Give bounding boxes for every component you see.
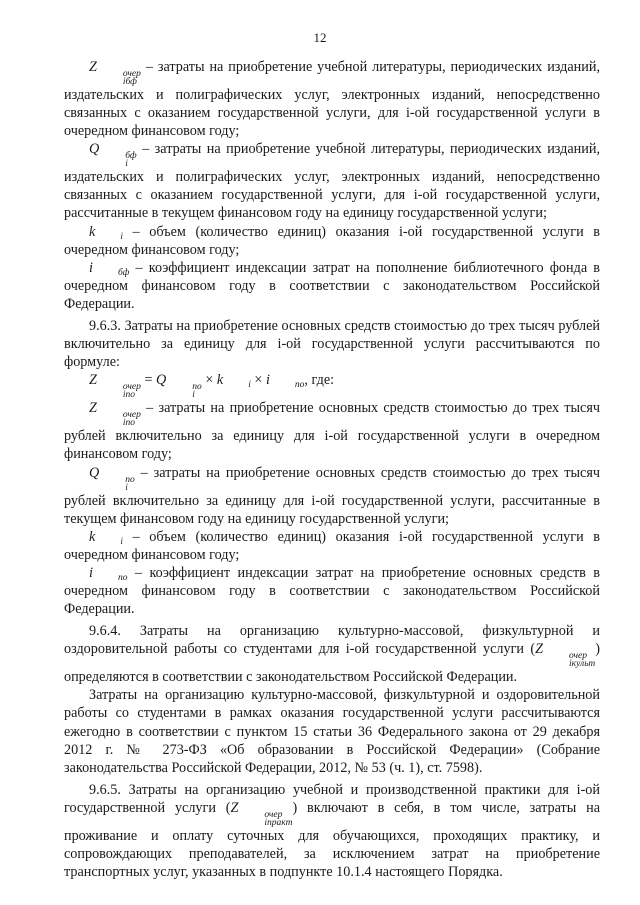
section-9-6-4: 9.6.4. Затраты на организацию культурно-массовой, физкультурной и оздоровительной работы со студентами для i-ой государственной услуги (Z очер iкульт ) определяются в соответствии с законодательством Российской Федерации. bbox=[64, 623, 600, 686]
section-9-6-5: 9.6.5. Затраты на организацию учебной и производственной практики для i-ой государственной услуги (Z очер iпракт ) включают в себя, в том числе, затраты на проживание и оплату суточных для обучающихся, проходящих практику, и сопровождающих преподавателей, за исключением затрат на приобретение транспортных услуг, указанных в подпункте 10.1.4 настоящего Порядка. bbox=[64, 781, 600, 881]
symbol: k i bbox=[89, 528, 123, 547]
symbol: k i bbox=[89, 223, 123, 242]
definition-q-po: Q по i – затраты на приобретение основных средств стоимостью до трех тысяч рублей включительно за единицу для i-ой государственной услуги, рассчитанные в текущем финансовом году на единицу государственной услуги; bbox=[64, 464, 600, 527]
section-9-6-3: 9.6.3. Затраты на приобретение основных средств стоимостью до трех тысяч рублей включительно за единицу для i-ой государственной услуги рассчитываются по формуле: bbox=[64, 318, 600, 371]
symbol: Q бф i bbox=[89, 141, 137, 170]
symbol: Q по i bbox=[89, 464, 135, 493]
symbol: Z очер iбф bbox=[89, 59, 141, 87]
definition-i-po: i по – коэффициент индексации затрат на приобретение основных средств в очередном финансовом году в соответствии с законодательством Российской Федерации. bbox=[64, 564, 600, 618]
definition-i-bf: i бф – коэффициент индексации затрат на пополнение библиотечного фонда в очередном финансовом году в соответствии с законодательством Российской Федерации. bbox=[64, 259, 600, 312]
definition-k-i-2: k i – объем (количество единиц) оказания i-ой государственной услуги в очередном финансовом году; bbox=[64, 528, 600, 563]
page-number: 12 bbox=[313, 30, 327, 45]
symbol: Z очер iпо bbox=[89, 400, 141, 429]
definition-q-bf: Q бф i – затраты на приобретение учебной литературы, периодических изданий, издательских и полиграфических услуг, электронных изданий, непосредственно связанных с оказанием государственной услуги, для i-ой государственной услуги, рассчитанные в текущем финансовом году на единицу государственной услуги; bbox=[64, 141, 600, 222]
formula-z-ipo: Z очер iпо = Q по i × k i × i по, где: bbox=[89, 372, 335, 401]
symbol: i по bbox=[89, 564, 128, 583]
symbol: i бф bbox=[89, 259, 130, 278]
document-body bbox=[64, 58, 600, 881]
definition-z-ibf: Z очер iбф – затраты на приобретение учебной литературы, периодических изданий, издательских и полиграфических услуг, электронных изданий, непосредственно связанных с оказанием государственной услуги, для i-ой государственной услуги в очередном финансовом году; bbox=[64, 59, 600, 140]
culture-costs-paragraph: Затраты на организацию культурно-массовой, физкультурной и оздоровительной работы со студентами в рамках оказания государственной услуги рассчитываются ежегодно в соответствии с пунктом 15 статьи 36 Федерального закона от 29 декабря 2012 г. № 273-ФЗ «Об образовании в Российской Федерации» (Собрание законодательства Российской Федерации, 2012, № 53 (ч. 1), ст. 7598). bbox=[64, 687, 600, 776]
symbol: Z очер iкульт bbox=[535, 641, 596, 670]
definition-z-ipo: Z очер iпо – затраты на приобретение основных средств стоимостью до трех тысяч рублей включительно за единицу для i-ой государственной услуги в очередном финансовом году; bbox=[64, 400, 600, 463]
symbol: Z очер iпракт bbox=[230, 799, 293, 828]
definition-k-i: k i – объем (количество единиц) оказания i-ой государственной услуги в очередном финансовом году; bbox=[64, 223, 600, 258]
